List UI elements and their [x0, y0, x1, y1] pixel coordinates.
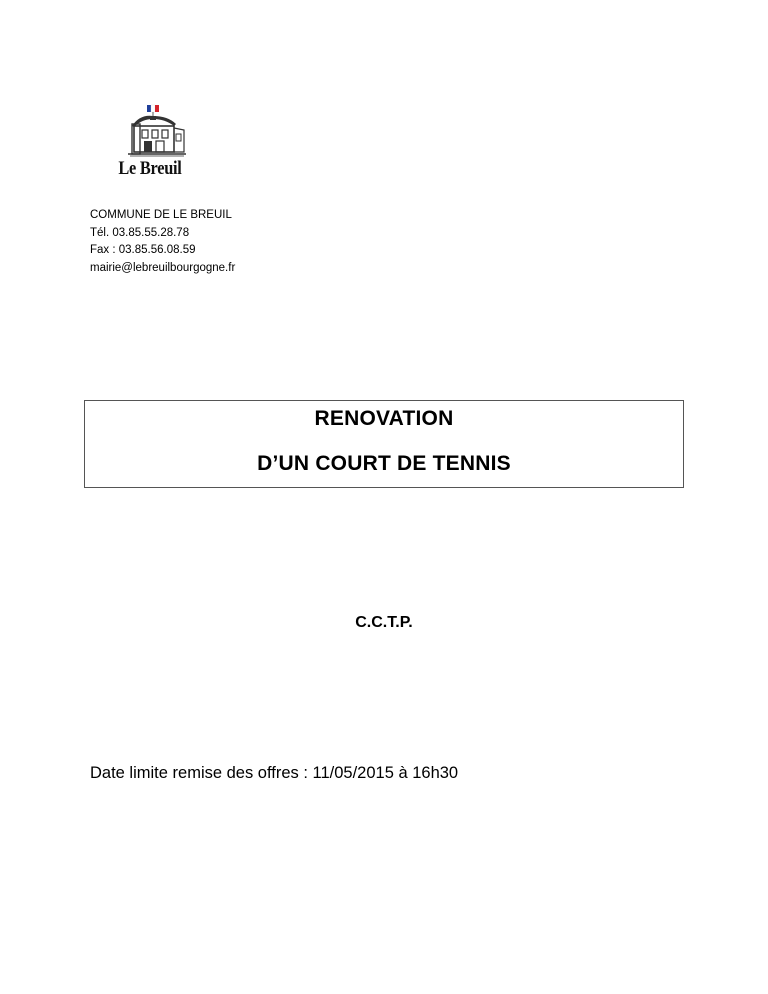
- logo-town-name: Le Breuil: [118, 158, 182, 179]
- commune-logo: [110, 100, 190, 186]
- contact-block: [90, 207, 235, 277]
- document-type: C.C.T.P.: [355, 614, 413, 631]
- organization-name: COMMUNE DE LE BREUIL: [90, 209, 232, 221]
- phone-number: Tél. 03.85.55.28.78: [90, 226, 190, 239]
- title-box: [84, 400, 684, 488]
- submission-deadline: Date limite remise des offres : 11/05/2015 à 16h30: [90, 764, 459, 782]
- fax-number: Fax : 03.85.56.08.59: [90, 244, 196, 256]
- title-line-2: D’UN COURT DE TENNIS: [257, 452, 511, 475]
- town-hall-icon: [110, 100, 190, 160]
- email-address: mairie@lebreuilbourgogne.fr: [90, 261, 236, 274]
- title-line-1: RENOVATION: [314, 407, 454, 430]
